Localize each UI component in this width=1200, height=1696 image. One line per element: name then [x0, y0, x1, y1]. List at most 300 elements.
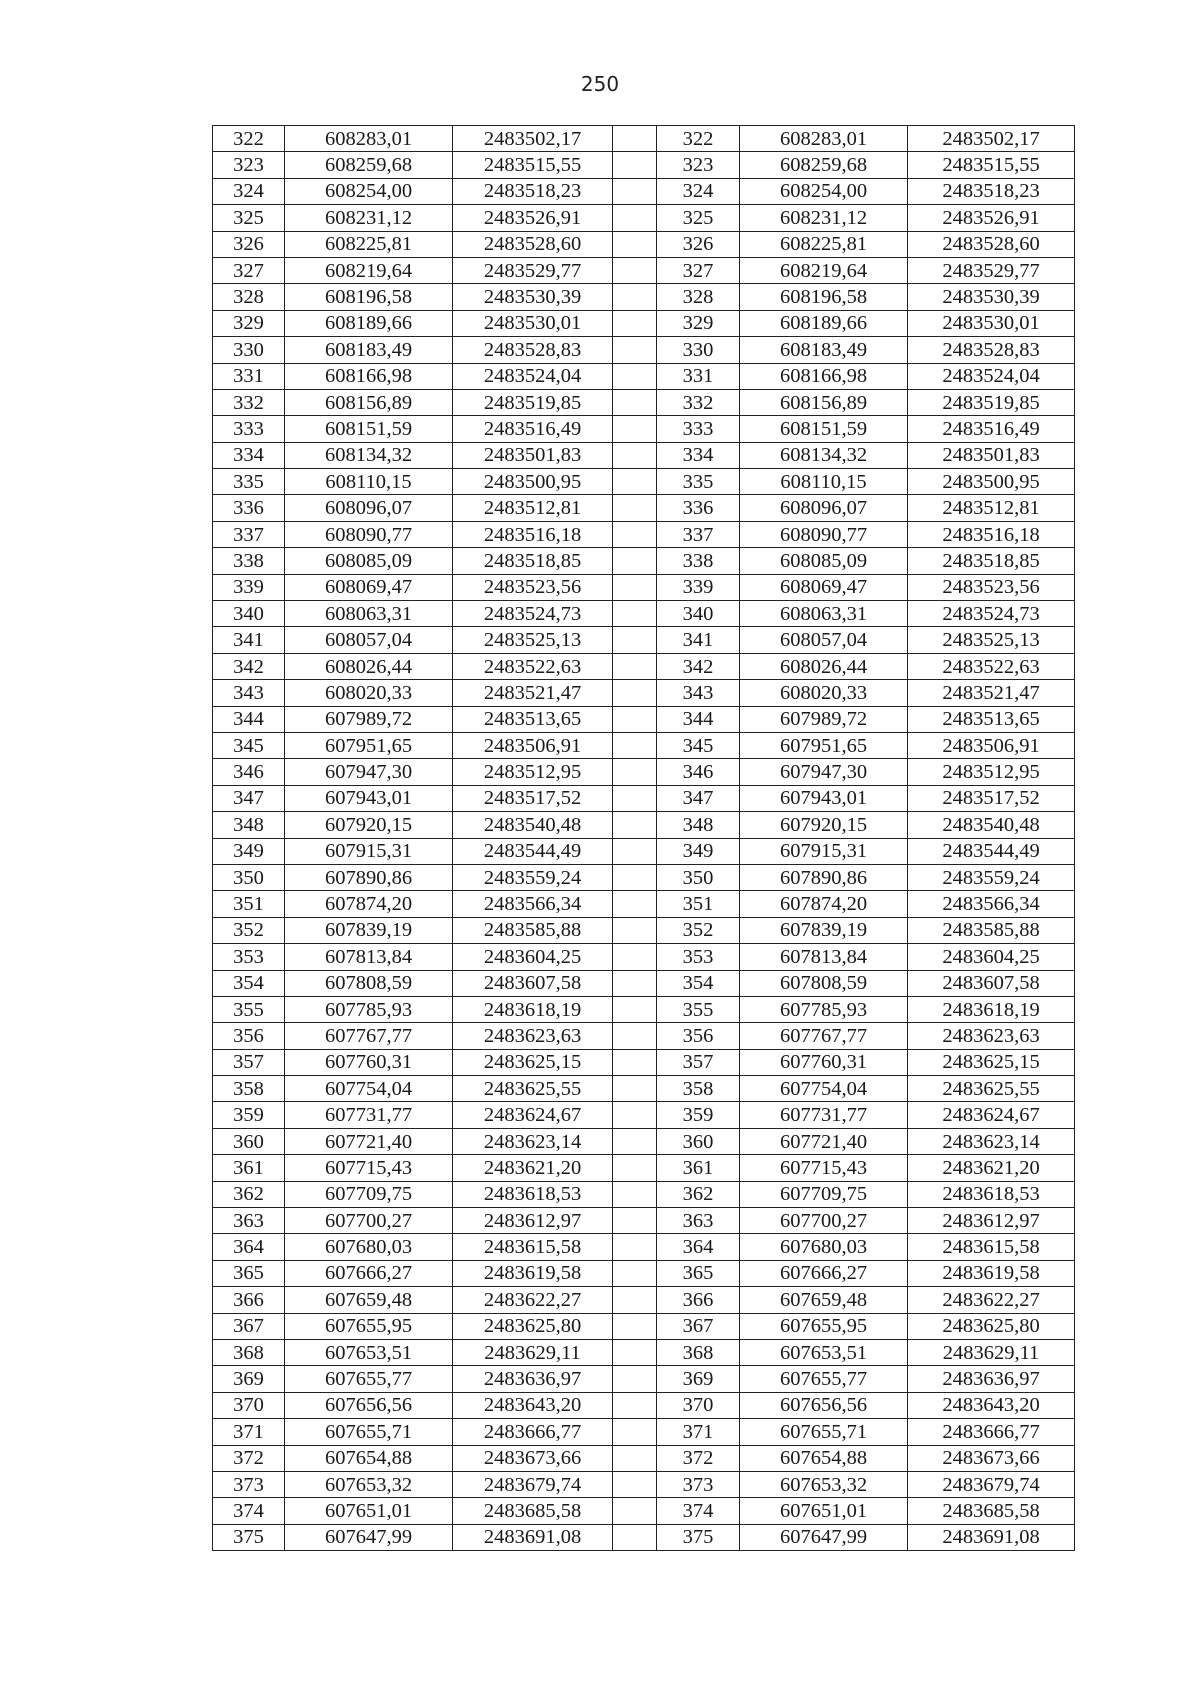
right-x-coordinate-cell: 607920,15 — [740, 812, 908, 838]
left-x-coordinate-cell: 608063,31 — [285, 601, 453, 627]
left-x-coordinate-cell: 607947,30 — [285, 759, 453, 785]
right-y-coordinate-cell: 2483621,20 — [908, 1155, 1075, 1181]
left-point-number-cell: 341 — [213, 627, 285, 653]
left-y-coordinate-cell: 2483515,55 — [453, 152, 613, 178]
spacer-cell — [613, 1524, 657, 1550]
left-point-number-cell: 366 — [213, 1287, 285, 1313]
table-row — [213, 601, 1075, 627]
table-row — [213, 1023, 1075, 1049]
left-x-coordinate-cell: 608096,07 — [285, 495, 453, 521]
spacer-cell — [613, 284, 657, 310]
left-x-coordinate-cell: 608151,59 — [285, 416, 453, 442]
spacer-cell — [613, 337, 657, 363]
right-y-coordinate-cell: 2483585,88 — [908, 917, 1075, 943]
right-y-coordinate-cell: 2483525,13 — [908, 627, 1075, 653]
right-y-coordinate-cell: 2483666,77 — [908, 1419, 1075, 1445]
right-point-number-cell: 369 — [657, 1366, 740, 1392]
right-y-coordinate-cell: 2483524,04 — [908, 363, 1075, 389]
left-y-coordinate-cell: 2483618,53 — [453, 1181, 613, 1207]
spacer-cell — [613, 495, 657, 521]
left-y-coordinate-cell: 2483691,08 — [453, 1524, 613, 1550]
spacer-cell — [613, 970, 657, 996]
right-x-coordinate-cell: 608020,33 — [740, 680, 908, 706]
left-x-coordinate-cell: 608090,77 — [285, 521, 453, 547]
right-y-coordinate-cell: 2483516,18 — [908, 521, 1075, 547]
right-y-coordinate-cell: 2483636,97 — [908, 1366, 1075, 1392]
right-point-number-cell: 332 — [657, 389, 740, 415]
left-x-coordinate-cell: 608110,15 — [285, 469, 453, 495]
left-x-coordinate-cell: 607920,15 — [285, 812, 453, 838]
right-y-coordinate-cell: 2483521,47 — [908, 680, 1075, 706]
right-y-coordinate-cell: 2483619,58 — [908, 1260, 1075, 1286]
right-point-number-cell: 344 — [657, 706, 740, 732]
left-x-coordinate-cell: 607655,77 — [285, 1366, 453, 1392]
left-x-coordinate-cell: 607731,77 — [285, 1102, 453, 1128]
spacer-cell — [613, 389, 657, 415]
right-y-coordinate-cell: 2483625,80 — [908, 1313, 1075, 1339]
left-point-number-cell: 355 — [213, 996, 285, 1022]
right-point-number-cell: 337 — [657, 521, 740, 547]
left-y-coordinate-cell: 2483540,48 — [453, 812, 613, 838]
table-row — [213, 469, 1075, 495]
left-point-number-cell: 353 — [213, 944, 285, 970]
right-point-number-cell: 356 — [657, 1023, 740, 1049]
left-point-number-cell: 347 — [213, 785, 285, 811]
right-y-coordinate-cell: 2483523,56 — [908, 574, 1075, 600]
right-y-coordinate-cell: 2483673,66 — [908, 1445, 1075, 1471]
right-y-coordinate-cell: 2483607,58 — [908, 970, 1075, 996]
left-y-coordinate-cell: 2483530,01 — [453, 310, 613, 336]
right-x-coordinate-cell: 608063,31 — [740, 601, 908, 627]
spacer-cell — [613, 996, 657, 1022]
right-x-coordinate-cell: 608151,59 — [740, 416, 908, 442]
right-y-coordinate-cell: 2483679,74 — [908, 1471, 1075, 1497]
left-y-coordinate-cell: 2483618,19 — [453, 996, 613, 1022]
spacer-cell — [613, 1498, 657, 1524]
right-x-coordinate-cell: 608283,01 — [740, 126, 908, 152]
left-point-number-cell: 348 — [213, 812, 285, 838]
table-row — [213, 442, 1075, 468]
right-y-coordinate-cell: 2483685,58 — [908, 1498, 1075, 1524]
left-y-coordinate-cell: 2483625,80 — [453, 1313, 613, 1339]
table-row — [213, 1419, 1075, 1445]
left-point-number-cell: 359 — [213, 1102, 285, 1128]
left-y-coordinate-cell: 2483629,11 — [453, 1339, 613, 1365]
left-y-coordinate-cell: 2483517,52 — [453, 785, 613, 811]
right-point-number-cell: 371 — [657, 1419, 740, 1445]
left-y-coordinate-cell: 2483623,63 — [453, 1023, 613, 1049]
left-y-coordinate-cell: 2483615,58 — [453, 1234, 613, 1260]
left-point-number-cell: 323 — [213, 152, 285, 178]
right-x-coordinate-cell: 607915,31 — [740, 838, 908, 864]
table-row — [213, 1049, 1075, 1075]
left-y-coordinate-cell: 2483619,58 — [453, 1260, 613, 1286]
right-y-coordinate-cell: 2483530,01 — [908, 310, 1075, 336]
right-point-number-cell: 326 — [657, 231, 740, 257]
left-y-coordinate-cell: 2483512,81 — [453, 495, 613, 521]
spacer-cell — [613, 257, 657, 283]
left-x-coordinate-cell: 608166,98 — [285, 363, 453, 389]
right-point-number-cell: 322 — [657, 126, 740, 152]
right-x-coordinate-cell: 607655,77 — [740, 1366, 908, 1392]
left-y-coordinate-cell: 2483643,20 — [453, 1392, 613, 1418]
left-x-coordinate-cell: 607754,04 — [285, 1076, 453, 1102]
right-x-coordinate-cell: 607731,77 — [740, 1102, 908, 1128]
left-y-coordinate-cell: 2483529,77 — [453, 257, 613, 283]
left-y-coordinate-cell: 2483625,15 — [453, 1049, 613, 1075]
table-row — [213, 706, 1075, 732]
right-point-number-cell: 330 — [657, 337, 740, 363]
left-y-coordinate-cell: 2483528,60 — [453, 231, 613, 257]
right-point-number-cell: 327 — [657, 257, 740, 283]
right-y-coordinate-cell: 2483624,67 — [908, 1102, 1075, 1128]
right-x-coordinate-cell: 607813,84 — [740, 944, 908, 970]
right-point-number-cell: 353 — [657, 944, 740, 970]
right-x-coordinate-cell: 607839,19 — [740, 917, 908, 943]
left-point-number-cell: 326 — [213, 231, 285, 257]
right-y-coordinate-cell: 2483625,15 — [908, 1049, 1075, 1075]
right-y-coordinate-cell: 2483524,73 — [908, 601, 1075, 627]
left-y-coordinate-cell: 2483544,49 — [453, 838, 613, 864]
left-point-number-cell: 370 — [213, 1392, 285, 1418]
left-point-number-cell: 338 — [213, 548, 285, 574]
left-y-coordinate-cell: 2483604,25 — [453, 944, 613, 970]
table-row — [213, 1234, 1075, 1260]
right-point-number-cell: 324 — [657, 178, 740, 204]
left-point-number-cell: 344 — [213, 706, 285, 732]
table-row — [213, 1392, 1075, 1418]
right-x-coordinate-cell: 608225,81 — [740, 231, 908, 257]
right-point-number-cell: 354 — [657, 970, 740, 996]
right-point-number-cell: 350 — [657, 864, 740, 890]
table-row — [213, 970, 1075, 996]
table-row — [213, 838, 1075, 864]
right-x-coordinate-cell: 607653,32 — [740, 1471, 908, 1497]
table-row — [213, 1076, 1075, 1102]
right-x-coordinate-cell: 607715,43 — [740, 1155, 908, 1181]
right-y-coordinate-cell: 2483625,55 — [908, 1076, 1075, 1102]
left-point-number-cell: 350 — [213, 864, 285, 890]
left-x-coordinate-cell: 608219,64 — [285, 257, 453, 283]
right-point-number-cell: 364 — [657, 1234, 740, 1260]
table-row — [213, 944, 1075, 970]
left-y-coordinate-cell: 2483522,63 — [453, 653, 613, 679]
spacer-cell — [613, 601, 657, 627]
spacer-cell — [613, 1155, 657, 1181]
left-y-coordinate-cell: 2483625,55 — [453, 1076, 613, 1102]
spacer-cell — [613, 1419, 657, 1445]
right-point-number-cell: 335 — [657, 469, 740, 495]
left-x-coordinate-cell: 607813,84 — [285, 944, 453, 970]
right-x-coordinate-cell: 608189,66 — [740, 310, 908, 336]
left-point-number-cell: 372 — [213, 1445, 285, 1471]
right-x-coordinate-cell: 608096,07 — [740, 495, 908, 521]
table-row — [213, 284, 1075, 310]
left-point-number-cell: 330 — [213, 337, 285, 363]
table-row — [213, 1287, 1075, 1313]
table-row — [213, 363, 1075, 389]
spacer-cell — [613, 1023, 657, 1049]
left-point-number-cell: 333 — [213, 416, 285, 442]
table-row — [213, 759, 1075, 785]
spacer-cell — [613, 363, 657, 389]
right-point-number-cell: 338 — [657, 548, 740, 574]
left-y-coordinate-cell: 2483501,83 — [453, 442, 613, 468]
right-y-coordinate-cell: 2483612,97 — [908, 1208, 1075, 1234]
right-y-coordinate-cell: 2483518,23 — [908, 178, 1075, 204]
left-point-number-cell: 349 — [213, 838, 285, 864]
right-x-coordinate-cell: 607709,75 — [740, 1181, 908, 1207]
spacer-cell — [613, 574, 657, 600]
right-y-coordinate-cell: 2483604,25 — [908, 944, 1075, 970]
spacer-cell — [613, 1287, 657, 1313]
left-x-coordinate-cell: 607655,71 — [285, 1419, 453, 1445]
right-x-coordinate-cell: 608090,77 — [740, 521, 908, 547]
left-point-number-cell: 337 — [213, 521, 285, 547]
left-x-coordinate-cell: 607709,75 — [285, 1181, 453, 1207]
left-point-number-cell: 357 — [213, 1049, 285, 1075]
right-y-coordinate-cell: 2483559,24 — [908, 864, 1075, 890]
left-y-coordinate-cell: 2483524,04 — [453, 363, 613, 389]
right-point-number-cell: 340 — [657, 601, 740, 627]
right-x-coordinate-cell: 607666,27 — [740, 1260, 908, 1286]
spacer-cell — [613, 627, 657, 653]
left-x-coordinate-cell: 608225,81 — [285, 231, 453, 257]
spacer-cell — [613, 231, 657, 257]
left-x-coordinate-cell: 607647,99 — [285, 1524, 453, 1550]
table-row — [213, 205, 1075, 231]
right-x-coordinate-cell: 608196,58 — [740, 284, 908, 310]
left-y-coordinate-cell: 2483673,66 — [453, 1445, 613, 1471]
spacer-cell — [613, 785, 657, 811]
right-point-number-cell: 341 — [657, 627, 740, 653]
left-y-coordinate-cell: 2483518,23 — [453, 178, 613, 204]
left-point-number-cell: 342 — [213, 653, 285, 679]
left-x-coordinate-cell: 608057,04 — [285, 627, 453, 653]
spacer-cell — [613, 416, 657, 442]
right-y-coordinate-cell: 2483615,58 — [908, 1234, 1075, 1260]
right-point-number-cell: 360 — [657, 1128, 740, 1154]
left-x-coordinate-cell: 607656,56 — [285, 1392, 453, 1418]
right-point-number-cell: 363 — [657, 1208, 740, 1234]
right-x-coordinate-cell: 607947,30 — [740, 759, 908, 785]
right-point-number-cell: 339 — [657, 574, 740, 600]
left-x-coordinate-cell: 608231,12 — [285, 205, 453, 231]
right-point-number-cell: 328 — [657, 284, 740, 310]
table-row — [213, 732, 1075, 758]
left-y-coordinate-cell: 2483612,97 — [453, 1208, 613, 1234]
left-point-number-cell: 345 — [213, 732, 285, 758]
page-number: 250 — [580, 72, 620, 96]
right-y-coordinate-cell: 2483643,20 — [908, 1392, 1075, 1418]
left-x-coordinate-cell: 607651,01 — [285, 1498, 453, 1524]
right-x-coordinate-cell: 607655,71 — [740, 1419, 908, 1445]
left-x-coordinate-cell: 607874,20 — [285, 891, 453, 917]
spacer-cell — [613, 732, 657, 758]
right-x-coordinate-cell: 607656,56 — [740, 1392, 908, 1418]
left-y-coordinate-cell: 2483685,58 — [453, 1498, 613, 1524]
right-x-coordinate-cell: 607785,93 — [740, 996, 908, 1022]
right-point-number-cell: 348 — [657, 812, 740, 838]
left-point-number-cell: 358 — [213, 1076, 285, 1102]
right-point-number-cell: 347 — [657, 785, 740, 811]
table-row — [213, 1524, 1075, 1550]
right-x-coordinate-cell: 607951,65 — [740, 732, 908, 758]
right-point-number-cell: 365 — [657, 1260, 740, 1286]
left-y-coordinate-cell: 2483566,34 — [453, 891, 613, 917]
table-row — [213, 996, 1075, 1022]
right-x-coordinate-cell: 607754,04 — [740, 1076, 908, 1102]
right-y-coordinate-cell: 2483501,83 — [908, 442, 1075, 468]
left-x-coordinate-cell: 607808,59 — [285, 970, 453, 996]
right-x-coordinate-cell: 608134,32 — [740, 442, 908, 468]
right-x-coordinate-cell: 608069,47 — [740, 574, 908, 600]
left-x-coordinate-cell: 607989,72 — [285, 706, 453, 732]
left-x-coordinate-cell: 607700,27 — [285, 1208, 453, 1234]
left-x-coordinate-cell: 607915,31 — [285, 838, 453, 864]
right-point-number-cell: 331 — [657, 363, 740, 389]
left-x-coordinate-cell: 607666,27 — [285, 1260, 453, 1286]
left-y-coordinate-cell: 2483500,95 — [453, 469, 613, 495]
right-x-coordinate-cell: 607721,40 — [740, 1128, 908, 1154]
left-x-coordinate-cell: 607654,88 — [285, 1445, 453, 1471]
left-point-number-cell: 335 — [213, 469, 285, 495]
right-x-coordinate-cell: 607890,86 — [740, 864, 908, 890]
left-y-coordinate-cell: 2483607,58 — [453, 970, 613, 996]
left-x-coordinate-cell: 607951,65 — [285, 732, 453, 758]
left-y-coordinate-cell: 2483622,27 — [453, 1287, 613, 1313]
right-x-coordinate-cell: 607874,20 — [740, 891, 908, 917]
left-x-coordinate-cell: 608069,47 — [285, 574, 453, 600]
right-y-coordinate-cell: 2483566,34 — [908, 891, 1075, 917]
right-point-number-cell: 342 — [657, 653, 740, 679]
table-row — [213, 1498, 1075, 1524]
table-row — [213, 1102, 1075, 1128]
right-y-coordinate-cell: 2483618,19 — [908, 996, 1075, 1022]
right-y-coordinate-cell: 2483506,91 — [908, 732, 1075, 758]
left-x-coordinate-cell: 608085,09 — [285, 548, 453, 574]
left-y-coordinate-cell: 2483526,91 — [453, 205, 613, 231]
left-point-number-cell: 334 — [213, 442, 285, 468]
right-x-coordinate-cell: 607655,95 — [740, 1313, 908, 1339]
right-point-number-cell: 323 — [657, 152, 740, 178]
left-y-coordinate-cell: 2483519,85 — [453, 389, 613, 415]
left-point-number-cell: 329 — [213, 310, 285, 336]
spacer-cell — [613, 1181, 657, 1207]
right-x-coordinate-cell: 607654,88 — [740, 1445, 908, 1471]
table-row — [213, 152, 1075, 178]
right-point-number-cell: 345 — [657, 732, 740, 758]
left-x-coordinate-cell: 607721,40 — [285, 1128, 453, 1154]
right-x-coordinate-cell: 607760,31 — [740, 1049, 908, 1075]
left-point-number-cell: 365 — [213, 1260, 285, 1286]
left-x-coordinate-cell: 607785,93 — [285, 996, 453, 1022]
table-row — [213, 337, 1075, 363]
right-point-number-cell: 367 — [657, 1313, 740, 1339]
table-row — [213, 1260, 1075, 1286]
left-y-coordinate-cell: 2483516,18 — [453, 521, 613, 547]
right-point-number-cell: 355 — [657, 996, 740, 1022]
left-point-number-cell: 371 — [213, 1419, 285, 1445]
table-row — [213, 574, 1075, 600]
left-x-coordinate-cell: 608026,44 — [285, 653, 453, 679]
right-point-number-cell: 349 — [657, 838, 740, 864]
right-point-number-cell: 362 — [657, 1181, 740, 1207]
spacer-cell — [613, 1128, 657, 1154]
table-row — [213, 1128, 1075, 1154]
right-x-coordinate-cell: 607943,01 — [740, 785, 908, 811]
left-point-number-cell: 324 — [213, 178, 285, 204]
table-row — [213, 785, 1075, 811]
left-point-number-cell: 339 — [213, 574, 285, 600]
left-y-coordinate-cell: 2483621,20 — [453, 1155, 613, 1181]
left-y-coordinate-cell: 2483623,14 — [453, 1128, 613, 1154]
left-x-coordinate-cell: 607839,19 — [285, 917, 453, 943]
left-point-number-cell: 368 — [213, 1339, 285, 1365]
left-point-number-cell: 367 — [213, 1313, 285, 1339]
right-point-number-cell: 372 — [657, 1445, 740, 1471]
spacer-cell — [613, 891, 657, 917]
left-x-coordinate-cell: 608254,00 — [285, 178, 453, 204]
spacer-cell — [613, 178, 657, 204]
table-row — [213, 864, 1075, 890]
left-point-number-cell: 363 — [213, 1208, 285, 1234]
left-point-number-cell: 325 — [213, 205, 285, 231]
right-x-coordinate-cell: 607651,01 — [740, 1498, 908, 1524]
table-row — [213, 891, 1075, 917]
spacer-cell — [613, 1339, 657, 1365]
left-x-coordinate-cell: 607655,95 — [285, 1313, 453, 1339]
left-x-coordinate-cell: 608134,32 — [285, 442, 453, 468]
left-y-coordinate-cell: 2483525,13 — [453, 627, 613, 653]
spacer-cell — [613, 864, 657, 890]
left-y-coordinate-cell: 2483523,56 — [453, 574, 613, 600]
right-y-coordinate-cell: 2483500,95 — [908, 469, 1075, 495]
right-x-coordinate-cell: 608183,49 — [740, 337, 908, 363]
table-row — [213, 521, 1075, 547]
table-row — [213, 126, 1075, 152]
spacer-cell — [613, 521, 657, 547]
table-row — [213, 178, 1075, 204]
left-point-number-cell: 369 — [213, 1366, 285, 1392]
right-y-coordinate-cell: 2483516,49 — [908, 416, 1075, 442]
left-x-coordinate-cell: 607767,77 — [285, 1023, 453, 1049]
spacer-cell — [613, 1102, 657, 1128]
right-y-coordinate-cell: 2483544,49 — [908, 838, 1075, 864]
left-y-coordinate-cell: 2483516,49 — [453, 416, 613, 442]
left-x-coordinate-cell: 607653,32 — [285, 1471, 453, 1497]
right-y-coordinate-cell: 2483618,53 — [908, 1181, 1075, 1207]
spacer-cell — [613, 205, 657, 231]
table-row — [213, 653, 1075, 679]
table-row — [213, 1155, 1075, 1181]
table-row — [213, 1339, 1075, 1365]
right-y-coordinate-cell: 2483512,95 — [908, 759, 1075, 785]
right-point-number-cell: 346 — [657, 759, 740, 785]
spacer-cell — [613, 1392, 657, 1418]
left-y-coordinate-cell: 2483559,24 — [453, 864, 613, 890]
spacer-cell — [613, 944, 657, 970]
right-x-coordinate-cell: 607700,27 — [740, 1208, 908, 1234]
left-y-coordinate-cell: 2483636,97 — [453, 1366, 613, 1392]
spacer-cell — [613, 759, 657, 785]
left-point-number-cell: 356 — [213, 1023, 285, 1049]
right-point-number-cell: 366 — [657, 1287, 740, 1313]
right-point-number-cell: 336 — [657, 495, 740, 521]
left-x-coordinate-cell: 607890,86 — [285, 864, 453, 890]
right-point-number-cell: 361 — [657, 1155, 740, 1181]
left-y-coordinate-cell: 2483679,74 — [453, 1471, 613, 1497]
